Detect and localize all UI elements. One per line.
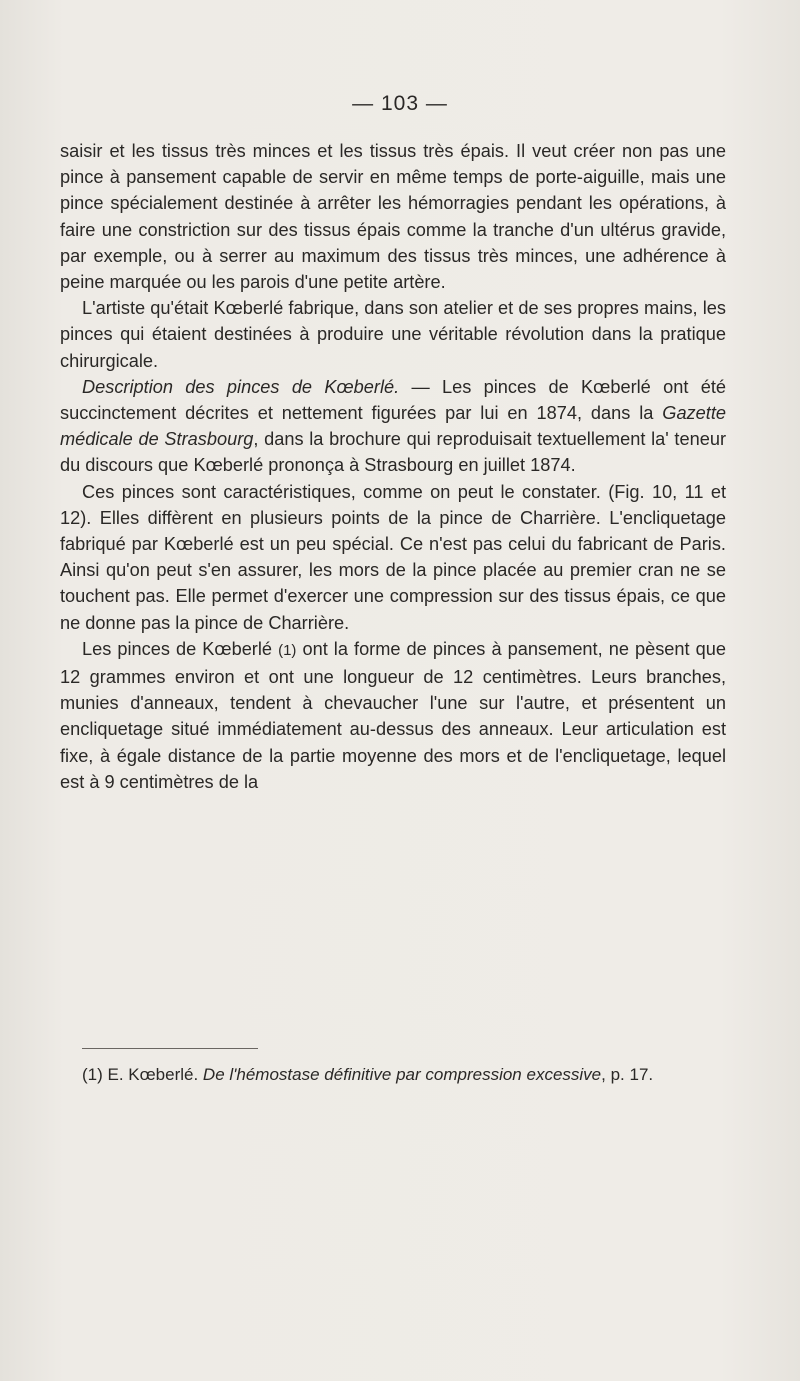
paragraph-text: , dans la brochure qui reproduisait textuellement la' teneur du discours que Kœberlé prononça à Strasbourg en juillet 1874. (60, 429, 727, 476)
paragraph-artist: L'artiste qu'était Kœberlé fabrique, dans son atelier et de ses propres mains, les pinces qui étaient destinées à produire une véritable révolution dans la pratique chirurgicale. (60, 298, 726, 371)
footnote-pages: , p. 17. (601, 1065, 654, 1084)
paragraph-characteristics: Ces pinces sont caractéristiques, comme on peut le constater. (Fig. 10, 11 et 12). Elles diffèrent en plusieurs points de la pince de Charrière. L'encliquetage fabriqué par Kœberlé est un peu spécial. Ce n'est pas celui du fabricant de Paris. Ainsi qu'on peut s'en assurer, les mors de la pince placée au premier cran ne se touchent pas. Elle permet d'exercer une compression sur des tissus épais, ce que ne donne pas la pince de Charrière. (60, 481, 726, 633)
paragraph-text: Les pinces de Kœberlé (82, 638, 279, 659)
section-heading: Description des pinces de Kœberlé. (82, 376, 400, 397)
footnote-author: E. Kœberlé. (102, 1065, 203, 1084)
journal-title: Gazette médicale de Strasbourg (60, 403, 726, 450)
footnote-reference: (1) (278, 641, 297, 659)
paragraph-text: — Les pinces de Kœberlé ont été succinctement décrites et nettement figurées par lui en 1874, dans la (60, 376, 726, 424)
footnote-title: De l'hémostase définitive par compression excessive (202, 1065, 602, 1084)
paragraph-description (60, 374, 726, 479)
footnote-marker: (1) (82, 1065, 103, 1084)
page-number: — 103 — (352, 92, 448, 115)
body-text (60, 138, 726, 795)
paragraph-continuation: saisir et les tissus très minces et les tissus très épais. Il veut créer non pas une pince à pansement capable de servir en même temps de porte-aiguille, mais une pince spécialement destinée à arrêter les hémorragies pendant les opérations, à faire une constriction sur des tissus épais comme la tranche d'un ultérus gravide, par exemple, ou à serrer au maximum des tissus très minces, une adhérence à peine marquée ou les parois d'une petite artère. (60, 141, 726, 293)
footnote (60, 1063, 726, 1087)
footnote-divider (82, 1048, 258, 1049)
paragraph-dimensions (60, 636, 726, 795)
paragraph-text: ont la forme de pinces à pansement, ne pèsent que 12 grammes environ et ont une longueur de 12 centimètres. Leurs branches, munies d'anneaux, tendent à chevaucher l'une sur l'autre, et présentent un encliquetage situé immédiatement au-dessus des anneaux. Leur articulation est fixe, à égale distance de la partie moyenne des mors et de l'encliquetage, lequel est à 9 centimètres de la (60, 638, 726, 792)
